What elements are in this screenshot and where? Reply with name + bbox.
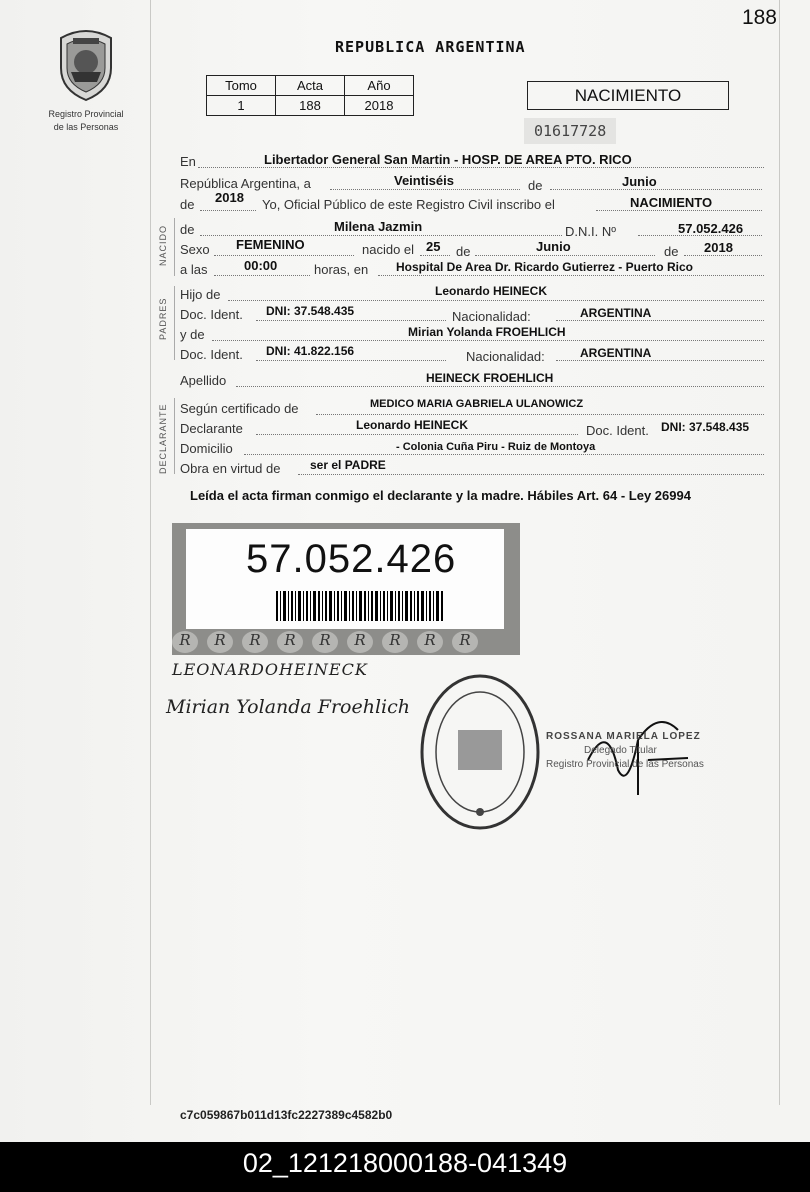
value-month: Junio	[622, 174, 657, 189]
document-title: REPUBLICA ARGENTINA	[335, 38, 526, 56]
footer-code: 02_121218000188-041349	[0, 1142, 810, 1192]
pattern-letter: R	[417, 631, 443, 653]
official-role: Delegado Titular	[584, 745, 657, 756]
value-child-name: Milena Jazmin	[334, 219, 423, 234]
label-obra: Obra en virtud de	[180, 461, 281, 476]
label-en: En	[180, 154, 196, 169]
value-mother-nationality: ARGENTINA	[580, 346, 652, 360]
value-birth-month: Junio	[536, 239, 571, 254]
label-nacido-el: nacido el	[362, 242, 415, 257]
value-mother-name: Mirian Yolanda FROEHLICH	[408, 325, 566, 339]
label-a-las: a las	[180, 262, 208, 277]
pattern-letter: R	[452, 631, 478, 653]
value-birth-year: 2018	[704, 240, 733, 255]
section-divider	[174, 286, 175, 360]
label-doc-ident-3: Doc. Ident.	[586, 423, 649, 438]
document-hash: c7c059867b011d13fc2227389c4582b0	[180, 1108, 393, 1122]
section-label-nacido: NACIDO	[158, 224, 168, 266]
label-declarante: Declarante	[180, 421, 243, 436]
value-child-dni: 57.052.426	[678, 221, 744, 236]
label-de5: de	[664, 244, 679, 259]
label-horas-en: horas, en	[314, 262, 369, 277]
pattern-letter: R	[382, 631, 408, 653]
value-mother-doc: DNI: 41.822.156	[266, 344, 355, 358]
table-header-tomo: Tomo	[207, 76, 276, 96]
value-year: 2018	[215, 190, 244, 205]
margin-line-right	[779, 0, 780, 1105]
value-address: - Colonia Cuña Piru - Ruiz de Montoya	[396, 441, 596, 453]
logo-caption-line1: Registro Provincial	[48, 109, 124, 119]
official-office: Registro Provincial de las Personas	[546, 759, 704, 770]
label-republica: República Argentina, a	[180, 176, 311, 191]
dni-card-number: 57.052.426	[246, 537, 457, 581]
table-value-acta: 188	[276, 96, 345, 116]
value-surname: HEINECK FROEHLICH	[426, 371, 554, 385]
value-place: Libertador General San Martin - HOSP. DE AREA PTO. RICO	[264, 152, 632, 167]
pattern-letter: R	[277, 631, 303, 653]
label-sexo: Sexo	[180, 242, 210, 257]
label-y-de: y de	[180, 327, 205, 342]
table-header-ano: Año	[345, 76, 414, 96]
label-nacionalidad-2: Nacionalidad:	[466, 349, 545, 364]
value-birth-day: 25	[426, 239, 441, 254]
pattern-letter: R	[347, 631, 373, 653]
official-stamp-icon	[418, 672, 542, 832]
dni-card-label	[186, 529, 504, 629]
official-name: ROSSANA MARIELA LOPEZ	[546, 731, 701, 742]
page-number: 188	[741, 6, 777, 29]
value-day-text: Veintiséis	[394, 173, 454, 188]
registry-logo	[40, 24, 132, 133]
table-value-ano: 2018	[345, 96, 414, 116]
section-label-padres: PADRES	[158, 297, 168, 340]
margin-line-left	[150, 0, 151, 1105]
label-segun-cert: Según certificado de	[180, 401, 299, 416]
security-pattern	[172, 631, 520, 655]
label-de3: de	[180, 222, 195, 237]
pattern-letter: R	[242, 631, 268, 653]
label-doc-ident-2: Doc. Ident.	[180, 347, 243, 362]
pattern-letter: R	[207, 631, 233, 653]
table-value-tomo: 1	[207, 96, 276, 116]
value-declarant-doc: DNI: 37.548.435	[661, 420, 750, 434]
value-sex: FEMENINO	[236, 237, 305, 252]
label-apellido: Apellido	[180, 373, 227, 388]
pattern-letter: R	[172, 631, 198, 653]
value-declarant: Leonardo HEINECK	[356, 418, 469, 432]
label-de4: de	[456, 244, 471, 259]
label-hijo-de: Hijo de	[180, 287, 221, 302]
table-header-acta: Acta	[276, 76, 345, 96]
section-label-declarante: DECLARANTE	[158, 403, 168, 474]
label-nacionalidad: Nacionalidad:	[452, 309, 531, 324]
label-domicilio: Domicilio	[180, 441, 233, 456]
value-inscribe-type: NACIMIENTO	[630, 195, 713, 210]
logo-caption-line2: de las Personas	[53, 122, 119, 132]
registry-table	[206, 75, 414, 116]
pattern-letter: R	[312, 631, 338, 653]
father-signature: LEONARDOHEINECK	[172, 660, 368, 679]
section-divider	[174, 398, 175, 474]
value-father-nationality: ARGENTINA	[580, 306, 652, 320]
value-father-doc: DNI: 37.548.435	[266, 304, 355, 318]
label-doc-ident: Doc. Ident.	[180, 307, 243, 322]
official-signature-block	[546, 730, 704, 772]
dni-barcode-card	[172, 523, 520, 655]
closing-text: Leída el acta firman conmigo el declarante y la madre. Hábiles Art. 64 - Ley 26994	[190, 488, 691, 503]
value-birth-place: Hospital De Area Dr. Ricardo Gutierrez - Puerto Rico	[396, 260, 693, 274]
label-dni: D.N.I. Nº	[565, 224, 616, 239]
record-type-box: NACIMIENTO	[527, 81, 729, 110]
barcode-icon	[276, 591, 446, 621]
label-de: de	[528, 178, 543, 193]
serial-number: 01617728	[524, 118, 616, 144]
coat-of-arms-icon	[51, 24, 121, 102]
value-acting-as: ser el PADRE	[310, 458, 386, 472]
mother-signature: Mirian Yolanda Froehlich	[166, 696, 411, 718]
value-birth-time: 00:00	[244, 258, 278, 273]
label-yo-oficial: Yo, Oficial Público de este Registro Civil inscribo el	[262, 197, 555, 212]
value-certificate-by: MEDICO MARIA GABRIELA ULANOWICZ	[370, 398, 584, 410]
label-de2: de	[180, 197, 195, 212]
value-father-name: Leonardo HEINECK	[435, 284, 548, 298]
section-divider	[174, 218, 175, 276]
